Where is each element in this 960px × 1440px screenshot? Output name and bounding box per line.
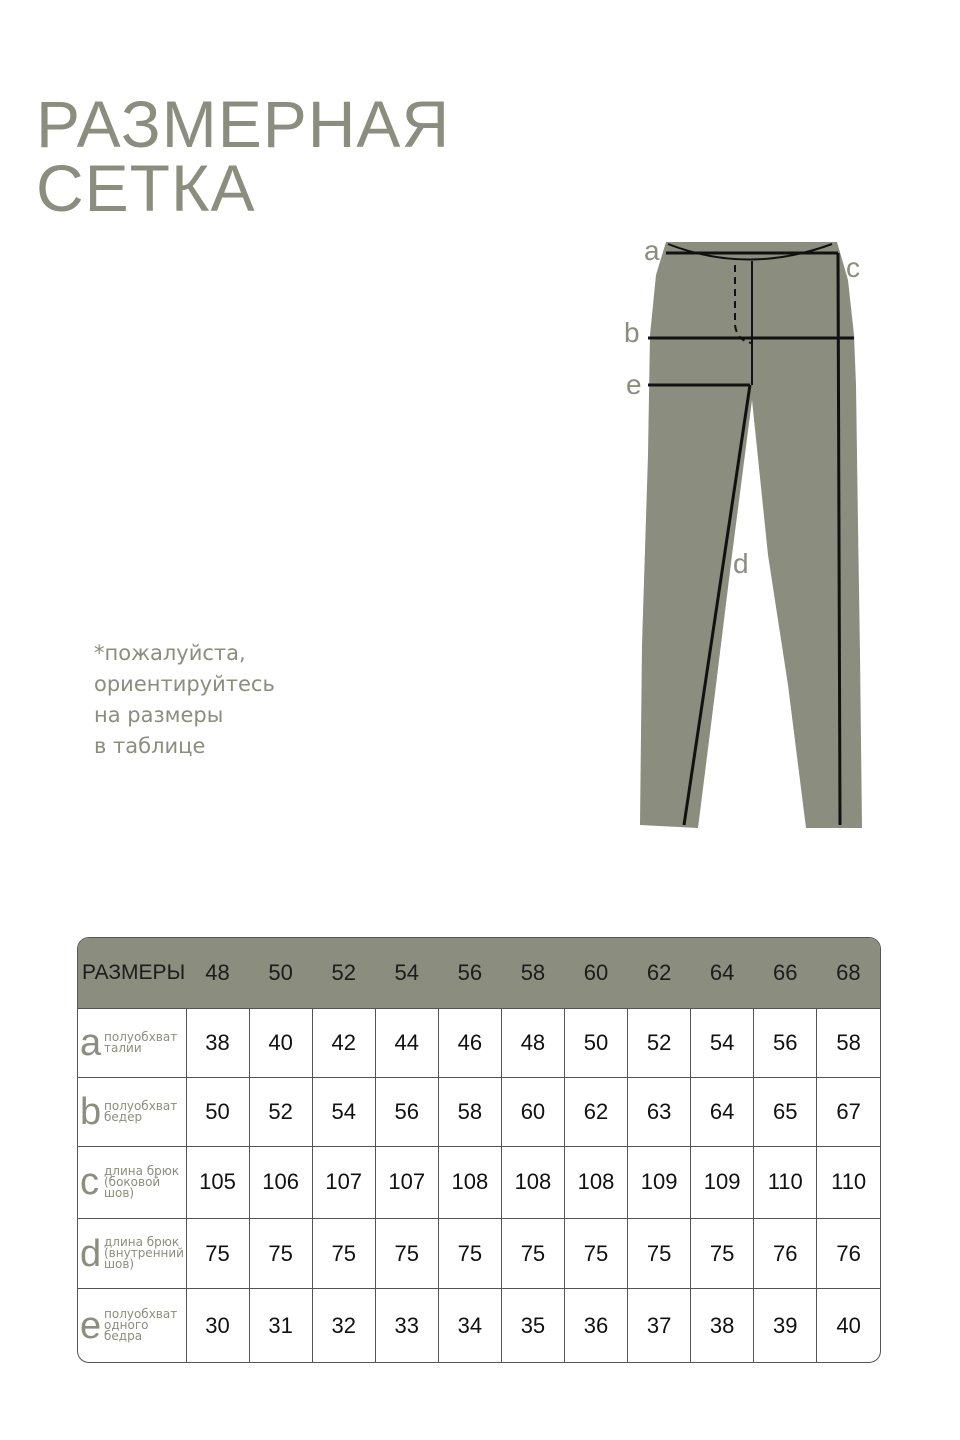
trousers-diagram <box>600 225 900 845</box>
row-description: полуобхват бедер <box>104 1098 178 1124</box>
table-cell: 35 <box>501 1289 564 1362</box>
table-cell: 58 <box>438 1077 501 1146</box>
size-table-grid <box>78 938 880 1362</box>
table-cell: 36 <box>564 1289 627 1362</box>
table-cell: 38 <box>691 1289 754 1362</box>
size-header: 68 <box>836 959 861 985</box>
table-cell: 108 <box>438 1146 501 1218</box>
size-header: 62 <box>646 959 672 985</box>
row-label-wrap <box>80 1304 186 1347</box>
label-c: c <box>846 252 860 283</box>
table-cell: 75 <box>501 1219 564 1289</box>
table-cell: 76 <box>817 1219 880 1289</box>
row-label <box>78 1289 186 1362</box>
table-row <box>78 1077 880 1146</box>
table-cell: 52 <box>628 1008 691 1077</box>
row-letter: e <box>80 1304 102 1347</box>
row-label <box>78 1008 186 1077</box>
trousers-svg <box>600 225 900 845</box>
row-label-wrap <box>80 1161 186 1204</box>
row-label-wrap <box>80 1090 186 1133</box>
table-cell: 107 <box>312 1146 375 1218</box>
table-cell: 38 <box>186 1008 249 1077</box>
table-cell: 64 <box>691 1077 754 1146</box>
table-row <box>78 1219 880 1289</box>
table-cell: 75 <box>186 1219 249 1289</box>
table-cell: 40 <box>249 1008 312 1077</box>
size-header: 66 <box>773 959 798 985</box>
table-cell: 75 <box>438 1219 501 1289</box>
label-a: a <box>644 235 660 266</box>
row-label-wrap <box>80 1021 186 1064</box>
row-letter: d <box>80 1232 102 1275</box>
table-cell: 54 <box>691 1008 754 1077</box>
table-cell: 56 <box>754 1008 817 1077</box>
table-cell: 48 <box>501 1008 564 1077</box>
table-cell: 109 <box>628 1146 691 1218</box>
table-cell: 107 <box>375 1146 438 1218</box>
row-label <box>78 1077 186 1146</box>
header-label: РАЗМЕРЫ <box>82 960 186 984</box>
table-cell: 32 <box>312 1289 375 1362</box>
table-cell: 44 <box>375 1008 438 1077</box>
table-cell: 109 <box>691 1146 754 1218</box>
table-cell: 54 <box>312 1077 375 1146</box>
table-cell: 30 <box>186 1289 249 1362</box>
size-table <box>77 937 881 1363</box>
table-cell: 110 <box>754 1146 817 1218</box>
table-cell: 75 <box>628 1219 691 1289</box>
table-cell: 46 <box>438 1008 501 1077</box>
table-row <box>78 1289 880 1362</box>
title-line-1: РАЗМЕРНАЯ <box>36 87 451 161</box>
note-line-3: на размеры <box>94 703 224 727</box>
table-cell: 58 <box>817 1008 880 1077</box>
row-label <box>78 1146 186 1218</box>
table-cell: 75 <box>249 1219 312 1289</box>
table-cell: 33 <box>375 1289 438 1362</box>
table-cell: 75 <box>564 1219 627 1289</box>
table-row <box>78 1008 880 1077</box>
title-line-2: СЕТКА <box>36 151 256 225</box>
row-label-wrap <box>80 1232 186 1275</box>
size-note <box>94 638 275 762</box>
table-cell: 42 <box>312 1008 375 1077</box>
table-cell: 34 <box>438 1289 501 1362</box>
size-header: 54 <box>394 959 420 985</box>
size-header: 60 <box>583 959 609 985</box>
row-letter: c <box>80 1161 99 1204</box>
table-cell: 39 <box>754 1289 817 1362</box>
size-header: 50 <box>268 959 293 985</box>
row-description: полуобхват талии <box>104 1029 178 1055</box>
size-header: 64 <box>709 959 735 985</box>
note-line-4: в таблице <box>94 734 206 758</box>
table-row <box>78 1146 880 1218</box>
size-header: 48 <box>205 959 230 985</box>
size-header: 58 <box>520 959 546 985</box>
table-cell: 67 <box>817 1077 880 1146</box>
table-cell: 40 <box>817 1289 880 1362</box>
table-cell: 106 <box>249 1146 312 1218</box>
table-cell: 110 <box>817 1146 880 1218</box>
row-letter: b <box>80 1090 102 1133</box>
row-description: длина брюк (боковой шов) <box>104 1163 180 1200</box>
size-header: 56 <box>457 959 483 985</box>
table-cell: 37 <box>628 1289 691 1362</box>
table-cell: 62 <box>564 1077 627 1146</box>
label-e: e <box>626 369 642 400</box>
table-cell: 75 <box>312 1219 375 1289</box>
table-cell: 52 <box>249 1077 312 1146</box>
note-line-1: *пожалуйста, <box>94 641 246 665</box>
table-cell: 76 <box>754 1219 817 1289</box>
label-b: b <box>624 317 640 348</box>
row-description: длина брюк (внутренний шов) <box>104 1235 184 1272</box>
size-header: 52 <box>331 959 356 985</box>
table-cell: 50 <box>186 1077 249 1146</box>
table-cell: 108 <box>564 1146 627 1218</box>
table-cell: 108 <box>501 1146 564 1218</box>
table-cell: 75 <box>691 1219 754 1289</box>
label-d: d <box>733 548 749 579</box>
table-cell: 31 <box>249 1289 312 1362</box>
table-cell: 63 <box>628 1077 691 1146</box>
row-label <box>78 1219 186 1289</box>
note-line-2: ориентируйтесь <box>94 672 275 696</box>
page-title <box>36 87 451 225</box>
table-cell: 60 <box>501 1077 564 1146</box>
table-cell: 65 <box>754 1077 817 1146</box>
row-description: полуобхват одного бедра <box>104 1307 178 1344</box>
table-cell: 105 <box>186 1146 249 1218</box>
table-cell: 75 <box>375 1219 438 1289</box>
table-header-row <box>78 938 880 1008</box>
table-cell: 50 <box>564 1008 627 1077</box>
table-cell: 56 <box>375 1077 438 1146</box>
row-letter: a <box>80 1021 102 1064</box>
